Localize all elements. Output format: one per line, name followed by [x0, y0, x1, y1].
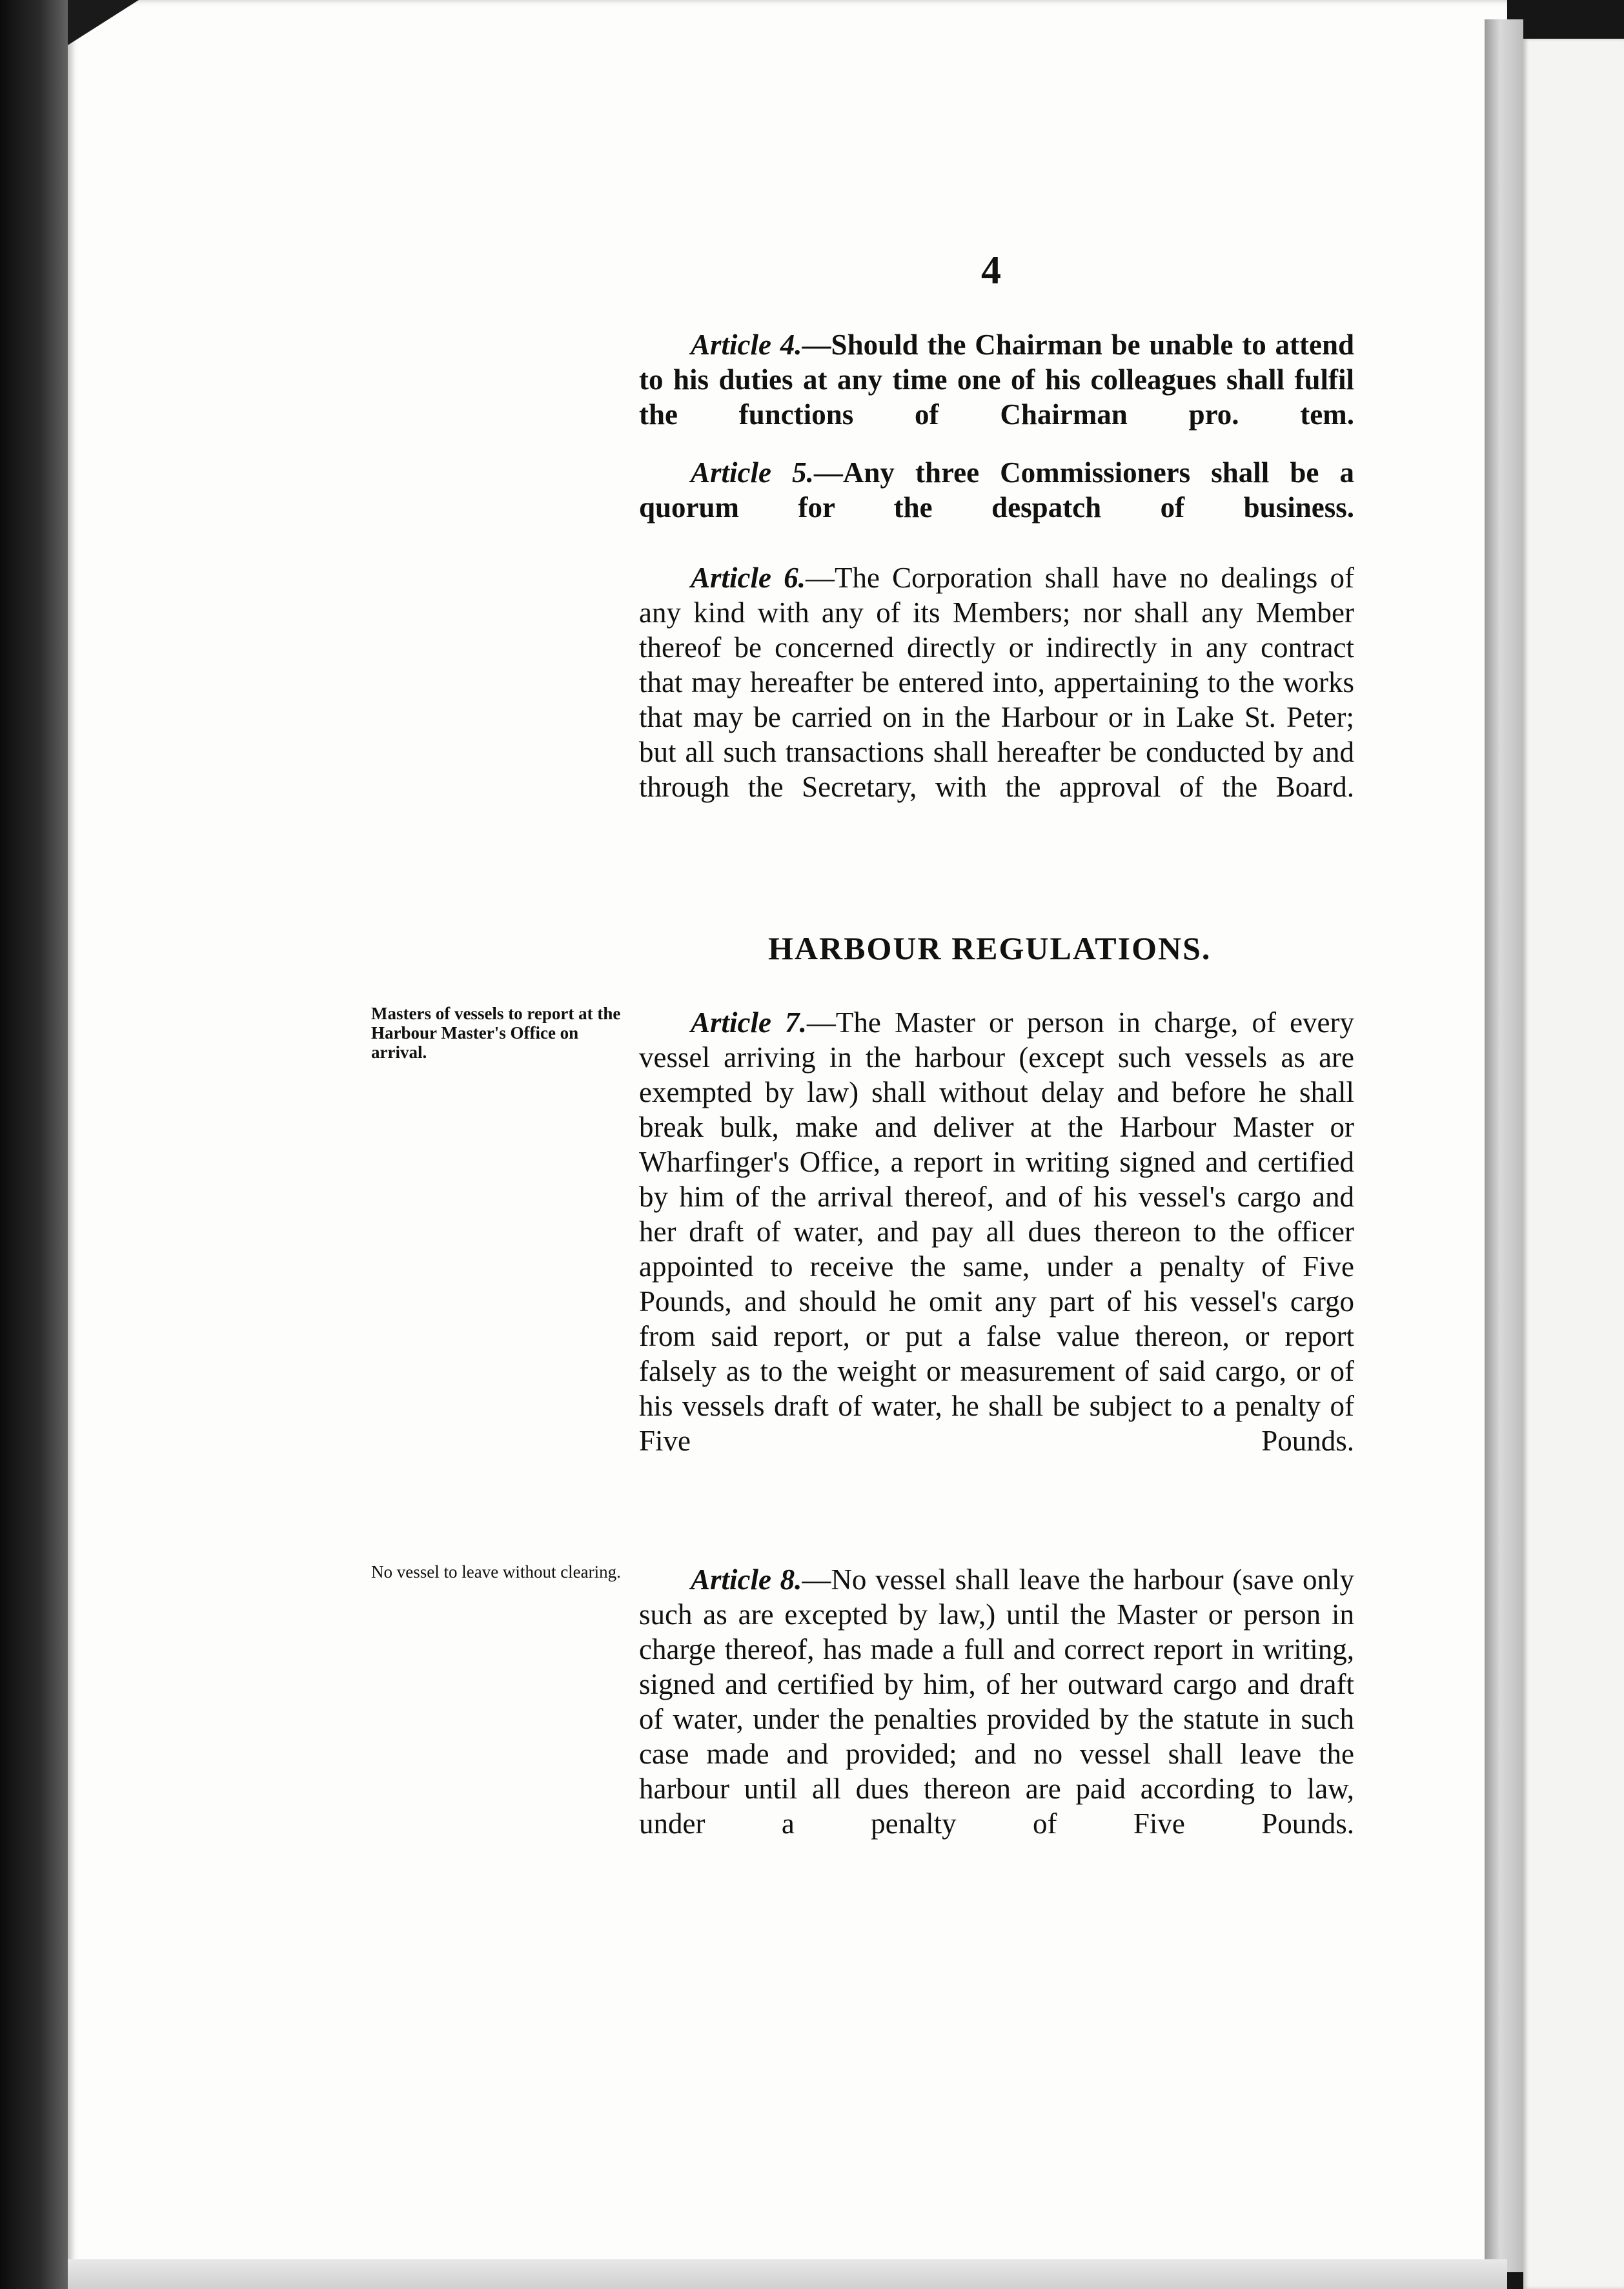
article-label: Article 5.: [691, 456, 814, 489]
margin-note-article-8: No vessel to leave without clearing.: [371, 1562, 621, 1582]
article-text: —No vessel shall leave the harbour (save only such as are excepted by law,) until the Master or person in charge thereof, has made a full and correct report in writing, signed and certified by him, of her outward cargo and draft of water, under the penalties provided by the statute in such case made and provided; and no vessel shall leave the harbour until all dues thereon are paid according to law, under a penalty of Five Pounds.: [639, 1563, 1354, 1840]
folded-corner: [68, 0, 139, 45]
article-6: [639, 560, 1354, 804]
next-page-edge: [1523, 39, 1624, 2289]
page-bottom-edge: [68, 2259, 1507, 2289]
article-5: [639, 455, 1354, 525]
scan-left-edge: [0, 0, 71, 2289]
article-8: [639, 1562, 1354, 1841]
article-text: —Any three Commissioners shall be a quorum for the despatch of business.: [639, 456, 1355, 524]
section-heading: HARBOUR REGULATIONS.: [768, 930, 1212, 966]
article-text: —The Corporation shall have no dealings of any kind with any of its Members; nor shall any Member thereof be concerned directly or indirectly in any contract that may hereafter be entered into, appertaining to the works that may be carried on in the Harbour or in Lake St. Peter; but all such transactions shall hereafter be conducted by and through the Secretary, with the approval of the Board.: [639, 562, 1355, 803]
book-gutter: [1485, 19, 1523, 2272]
article-label: Article 7.: [691, 1006, 807, 1039]
article-text: —The Master or person in charge, of every vessel arriving in the harbour (except such vessels as are exempted by law) shall without delay and before he shall break bulk, make and deliver at the Harbour Master or Wharfinger's Office, a report in writing signed and certified by him of the arrival thereof, and of his vessel's cargo and her draft of water, and pay all dues thereon to the officer appointed to receive the same, under a penalty of Five Pounds, and should he omit any part of his vessel's cargo from said report, or put a false value thereon, or report falsely as to the weight or measurement of said cargo, or of his vessels draft of water, he shall be subject to a penalty of Five Pounds.: [639, 1006, 1354, 1457]
article-4: [639, 327, 1354, 432]
article-text: —Should the Chairman be unable to attend to his duties at any time one of his colleagues shall fulfil the functions of Chairman pro. tem.: [639, 329, 1355, 431]
page-number: 4: [981, 249, 1001, 292]
article-label: Article 6.: [691, 562, 806, 594]
article-label: Article 8.: [691, 1563, 802, 1596]
article-label: Article 4.: [691, 329, 802, 361]
article-7: [639, 1005, 1354, 1458]
margin-note-article-7: Masters of vessels to report at the Harbour Master's Office on arrival.: [371, 1004, 621, 1062]
